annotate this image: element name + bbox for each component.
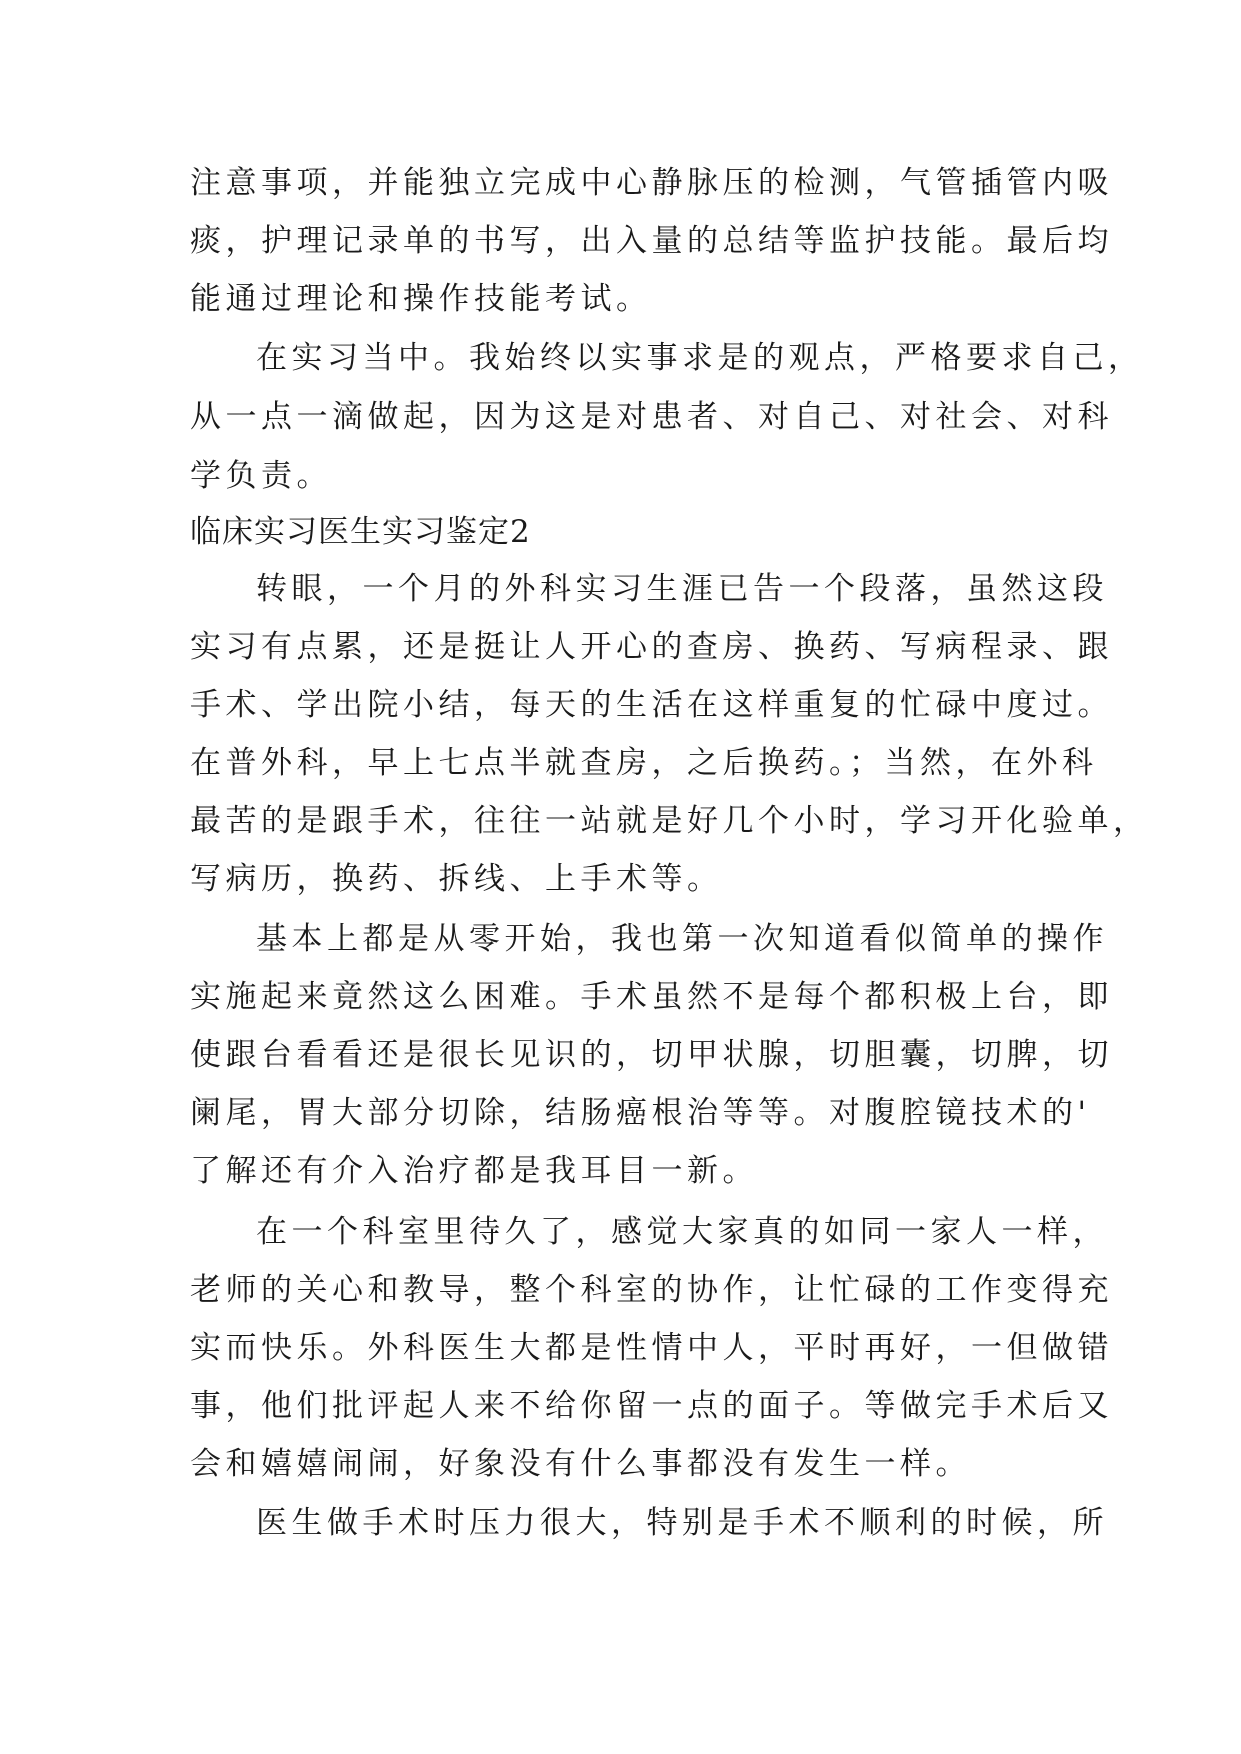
text-line: 在普外科，早上七点半就查房，之后换药。；当然，在外科 (190, 745, 1098, 781)
paragraph-first-line: 在一个科室里待久了，感觉大家真的如同一家人一样， (256, 1214, 1108, 1250)
paragraph-first-line: 转眼，一个月的外科实习生涯已告一个段落，虽然这段 (256, 571, 1108, 607)
text-line: 实施起来竟然这么困难。手术虽然不是每个都积极上台，即 (190, 979, 1113, 1015)
text-line: 了解还有介入治疗都是我耳目一新。 (190, 1153, 758, 1189)
text-line: 学负责。 (190, 458, 332, 494)
paragraph-first-line: 基本上都是从零开始，我也第一次知道看似简单的操作 (256, 921, 1108, 957)
text-line: 使跟台看看还是很长见识的，切甲状腺，切胆囊，切脾，切 (190, 1037, 1113, 1073)
text-line: 手术、学出院小结，每天的生活在这样重复的忙碌中度过。 (190, 687, 1113, 723)
text-line: 注意事项，并能独立完成中心静脉压的检测，气管插管内吸 (190, 165, 1113, 201)
section-heading: 临床实习医生实习鉴定2 (190, 514, 531, 550)
text-line: 事，他们批评起人来不给你留一点的面子。等做完手术后又 (190, 1388, 1113, 1424)
text-line: 实习有点累，还是挺让人开心的查房、换药、写病程录、跟 (190, 629, 1113, 665)
text-line: 从一点一滴做起，因为这是对患者、对自己、对社会、对科 (190, 399, 1113, 435)
text-line: 写病历，换药、拆线、上手术等。 (190, 861, 723, 897)
text-line: 会和嬉嬉闹闹，好象没有什么事都没有发生一样。 (190, 1446, 971, 1482)
text-line: 阑尾，胃大部分切除，结肠癌根治等等。对腹腔镜技术的' (190, 1095, 1091, 1131)
paragraph-first-line: 在实习当中。我始终以实事求是的观点，严格要求自己， (256, 340, 1144, 376)
text-line: 实而快乐。外科医生大都是性情中人，平时再好，一但做错 (190, 1330, 1113, 1366)
text-line: 能通过理论和操作技能考试。 (190, 281, 652, 317)
text-line: 老师的关心和教导，整个科室的协作，让忙碌的工作变得充 (190, 1272, 1113, 1308)
paragraph-first-line: 医生做手术时压力很大，特别是手术不顺利的时候，所 (256, 1505, 1108, 1541)
text-line: 痰，护理记录单的书写，出入量的总结等监护技能。最后均 (190, 223, 1113, 259)
text-line: 最苦的是跟手术，往往一站就是好几个小时，学习开化验单， (190, 803, 1149, 839)
